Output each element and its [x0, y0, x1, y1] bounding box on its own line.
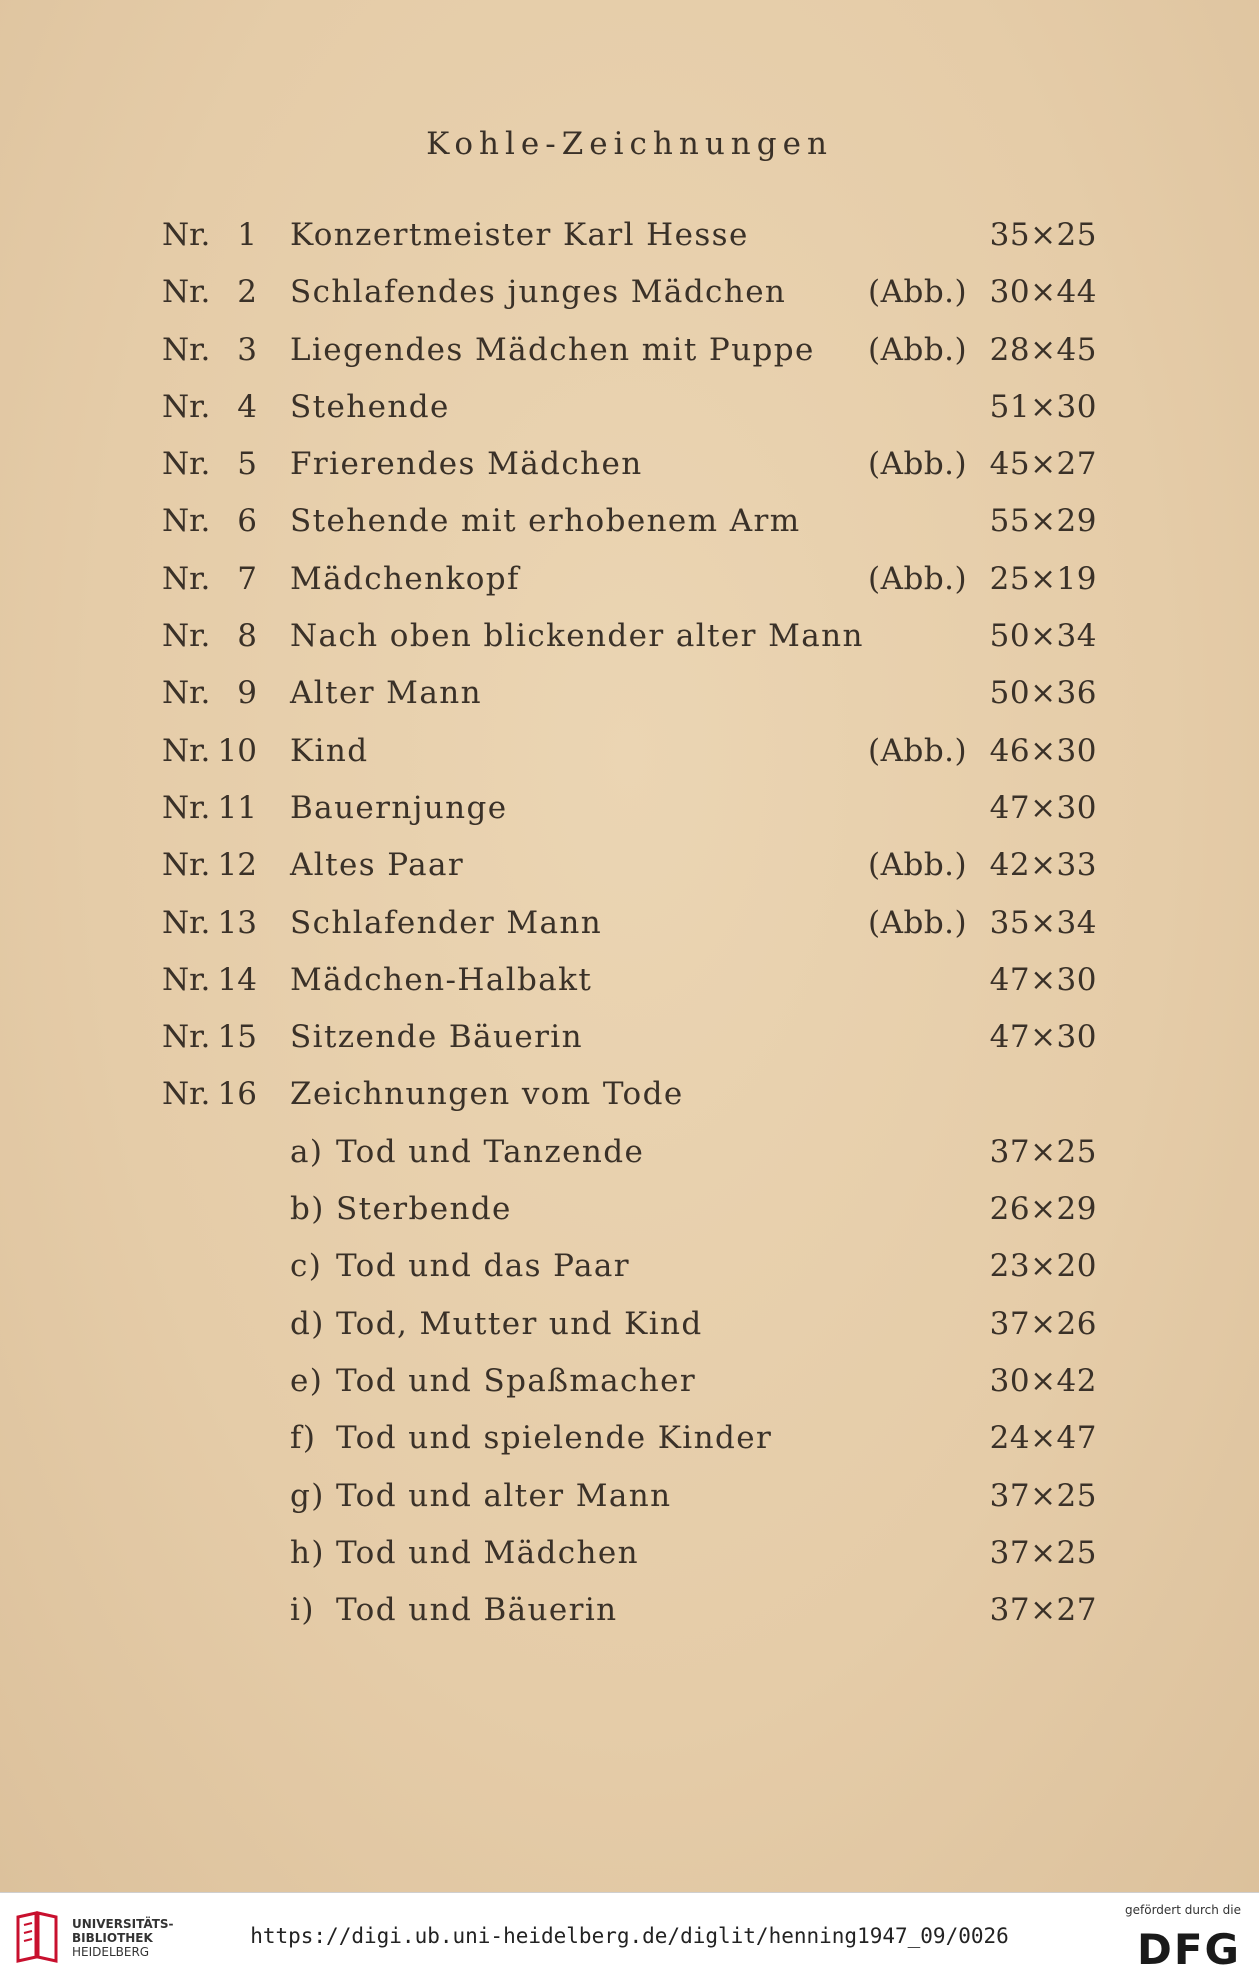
sub-entry-dimensions: 37×25	[989, 1133, 1097, 1170]
entry-number	[162, 499, 257, 543]
entry-illustration-note: (Abb.)	[868, 331, 968, 368]
sub-entry-text: Tod und alter Mann	[336, 1477, 672, 1514]
entry-number-prefix: Nr.	[162, 331, 211, 368]
entry-title: Kind	[290, 732, 369, 769]
sub-entry-dimensions: 23×20	[989, 1248, 1097, 1285]
sub-entry-text: Sterbende	[336, 1191, 512, 1228]
catalog-sub-entry	[0, 1130, 1259, 1187]
entry-title: Sitzende Bäuerin	[290, 1019, 583, 1056]
entry-dimensions: 28×45	[989, 331, 1097, 368]
entry-number-prefix: Nr.	[162, 904, 211, 941]
entry-number-value: 6	[237, 503, 257, 540]
entry-number-value: 4	[237, 388, 257, 425]
entry-dimensions: 47×30	[989, 961, 1097, 998]
entry-number-value: 1	[237, 217, 257, 253]
entry-number	[162, 442, 257, 486]
catalog-entry	[0, 614, 1259, 671]
entry-title: Mädchenkopf	[290, 560, 520, 597]
entry-number-value: 10	[217, 732, 257, 769]
entry-dimensions: 35×34	[989, 904, 1097, 941]
catalog-entry	[0, 270, 1259, 327]
sub-entry-title	[290, 1416, 772, 1460]
entry-number-prefix: Nr.	[162, 789, 211, 826]
entry-title: Frierendes Mädchen	[290, 446, 643, 483]
funder-label: gefördert durch die	[1125, 1903, 1241, 1917]
footer-bar	[0, 1892, 1259, 1983]
entry-number	[162, 786, 257, 830]
entry-number-prefix: Nr.	[162, 961, 211, 998]
entry-dimensions: 35×25	[989, 217, 1097, 253]
entry-number-prefix: Nr.	[162, 732, 211, 769]
entry-number-value: 3	[237, 331, 257, 368]
entry-number	[162, 729, 257, 773]
sub-entry-dimensions: 26×29	[989, 1191, 1097, 1228]
entry-number-value: 13	[217, 904, 257, 941]
sub-entry-dimensions: 37×25	[989, 1477, 1097, 1514]
entry-dimensions: 42×33	[989, 847, 1097, 884]
entry-number-value: 2	[237, 274, 257, 311]
catalog-entry	[0, 786, 1259, 843]
entry-dimensions: 46×30	[989, 732, 1097, 769]
sub-entry-title	[290, 1187, 512, 1231]
page-heading: Kohle-Zeichnungen	[426, 126, 833, 162]
sub-entry-text: Tod und das Paar	[336, 1248, 630, 1285]
catalog-sub-entry	[0, 1187, 1259, 1244]
entry-number	[162, 958, 257, 1002]
catalog-entry	[0, 328, 1259, 385]
entry-title: Schlafender Mann	[290, 904, 603, 941]
sub-entry-title	[290, 1130, 644, 1174]
entry-number-prefix: Nr.	[162, 847, 211, 884]
sub-entry-letter: b)	[290, 1191, 325, 1228]
entry-number-value: 5	[237, 446, 257, 483]
catalog-sub-entry	[0, 1359, 1259, 1416]
entry-number	[162, 385, 257, 429]
entry-number-value: 14	[217, 961, 257, 998]
catalog-list	[0, 213, 1259, 1645]
entry-title: Altes Paar	[290, 847, 465, 884]
entry-number-value: 15	[217, 1019, 257, 1056]
sub-entry-text: Tod und spielende Kinder	[336, 1420, 773, 1457]
catalog-entry	[0, 499, 1259, 556]
sub-entry-title	[290, 1588, 618, 1632]
entry-illustration-note: (Abb.)	[868, 446, 968, 483]
sub-entry-letter: i)	[290, 1592, 315, 1629]
entry-dimensions: 51×30	[989, 388, 1097, 425]
sub-entry-dimensions: 37×27	[989, 1592, 1097, 1629]
entry-dimensions: 47×30	[989, 1019, 1097, 1056]
entry-title: Stehende mit erhobenem Arm	[290, 503, 801, 540]
entry-title: Stehende	[290, 388, 450, 425]
entry-number-value: 12	[217, 847, 257, 884]
entry-dimensions: 45×27	[989, 446, 1097, 483]
sub-entry-title	[290, 1244, 630, 1288]
permalink-url[interactable]: https://digi.ub.uni-heidelberg.de/diglit/henning1947_09/0026	[250, 1924, 1009, 1948]
entry-dimensions: 25×19	[989, 560, 1097, 597]
catalog-sub-entry	[0, 1302, 1259, 1359]
entry-number	[162, 328, 257, 372]
catalog-entry	[0, 843, 1259, 900]
entry-illustration-note: (Abb.)	[868, 732, 968, 769]
catalog-entry	[0, 1072, 1259, 1129]
sub-entry-text: Tod, Mutter und Kind	[336, 1305, 703, 1342]
catalog-entry	[0, 729, 1259, 786]
dfg-logo-icon[interactable]: DFG	[1136, 1925, 1241, 1974]
sub-entry-letter: e)	[290, 1362, 324, 1399]
catalog-entry	[0, 557, 1259, 614]
catalog-sub-entry	[0, 1416, 1259, 1473]
entry-title: Mädchen-Halbakt	[290, 961, 593, 998]
entry-dimensions: 50×34	[989, 618, 1097, 655]
entry-number	[162, 213, 257, 257]
entry-number-value: 8	[237, 618, 257, 655]
sub-entry-text: Tod und Bäuerin	[336, 1592, 618, 1629]
entry-dimensions: 30×44	[989, 274, 1097, 311]
entry-number-prefix: Nr.	[162, 503, 211, 540]
entry-number-prefix: Nr.	[162, 560, 211, 597]
entry-number-prefix: Nr.	[162, 217, 211, 253]
sub-entry-title	[290, 1474, 672, 1518]
entry-number-prefix: Nr.	[162, 1019, 211, 1056]
entry-illustration-note: (Abb.)	[868, 274, 968, 311]
sub-entry-letter: d)	[290, 1305, 325, 1342]
entry-dimensions: 55×29	[989, 503, 1097, 540]
entry-number	[162, 901, 257, 945]
entry-number-prefix: Nr.	[162, 1076, 211, 1113]
sub-entry-dimensions: 24×47	[989, 1420, 1097, 1457]
sub-entry-letter: c)	[290, 1248, 323, 1285]
catalog-sub-entry	[0, 1244, 1259, 1301]
entry-number	[162, 1072, 257, 1116]
sub-entry-title	[290, 1359, 696, 1403]
entry-illustration-note: (Abb.)	[868, 560, 968, 597]
catalog-sub-entry	[0, 1531, 1259, 1588]
catalog-entry	[0, 901, 1259, 958]
entry-number-value: 16	[217, 1076, 257, 1113]
entry-title: Bauernjunge	[290, 789, 508, 826]
entry-title: Alter Mann	[290, 675, 482, 712]
sub-entry-letter: a)	[290, 1133, 324, 1170]
sub-entry-text: Tod und Tanzende	[336, 1133, 645, 1170]
entry-number	[162, 671, 257, 715]
entry-title: Konzertmeister Karl Hesse	[290, 217, 749, 253]
sub-entry-dimensions: 37×25	[989, 1534, 1097, 1571]
entry-illustration-note: (Abb.)	[868, 847, 968, 884]
catalog-entry	[0, 671, 1259, 728]
library-line-2: BIBLIOTHEK	[72, 1931, 153, 1945]
entry-number-value: 9	[237, 675, 257, 712]
catalog-sub-entry	[0, 1588, 1259, 1645]
entry-number-prefix: Nr.	[162, 274, 211, 311]
catalog-entry	[0, 385, 1259, 442]
sub-entry-title	[290, 1531, 639, 1575]
entry-illustration-note: (Abb.)	[868, 904, 968, 941]
entry-number	[162, 1015, 257, 1059]
catalog-entry	[0, 958, 1259, 1015]
library-line-3: HEIDELBERG	[72, 1945, 150, 1959]
entry-number-prefix: Nr.	[162, 675, 211, 712]
sub-entry-text: Tod und Spaßmacher	[336, 1362, 697, 1399]
catalog-entry	[0, 213, 1259, 270]
entry-number	[162, 614, 257, 658]
sub-entry-text: Tod und Mädchen	[336, 1534, 639, 1571]
entry-number-prefix: Nr.	[162, 446, 211, 483]
entry-number	[162, 843, 257, 887]
entry-title: Schlafendes junges Mädchen	[290, 274, 787, 311]
sub-entry-letter: f)	[290, 1420, 317, 1457]
sub-entry-title	[290, 1302, 703, 1346]
entry-number	[162, 270, 257, 314]
catalog-entry	[0, 442, 1259, 499]
library-line-1: UNIVERSITÄTS-	[72, 1917, 174, 1931]
sub-entry-dimensions: 30×42	[989, 1362, 1097, 1399]
entry-title: Nach oben blickender alter Mann	[290, 618, 864, 655]
entry-number-prefix: Nr.	[162, 618, 211, 655]
entry-title: Liegendes Mädchen mit Puppe	[290, 331, 815, 368]
sub-entry-letter: g)	[290, 1477, 325, 1514]
entry-title: Zeichnungen vom Tode	[290, 1076, 684, 1113]
catalog-sub-entry	[0, 1474, 1259, 1531]
entry-number-value: 11	[217, 789, 257, 826]
entry-number	[162, 557, 257, 601]
entry-dimensions: 50×36	[989, 675, 1097, 712]
entry-number-prefix: Nr.	[162, 388, 211, 425]
sub-entry-dimensions: 37×26	[989, 1305, 1097, 1342]
entry-dimensions: 47×30	[989, 789, 1097, 826]
entry-number-value: 7	[237, 560, 257, 597]
catalog-entry	[0, 1015, 1259, 1072]
sub-entry-letter: h)	[290, 1534, 325, 1571]
